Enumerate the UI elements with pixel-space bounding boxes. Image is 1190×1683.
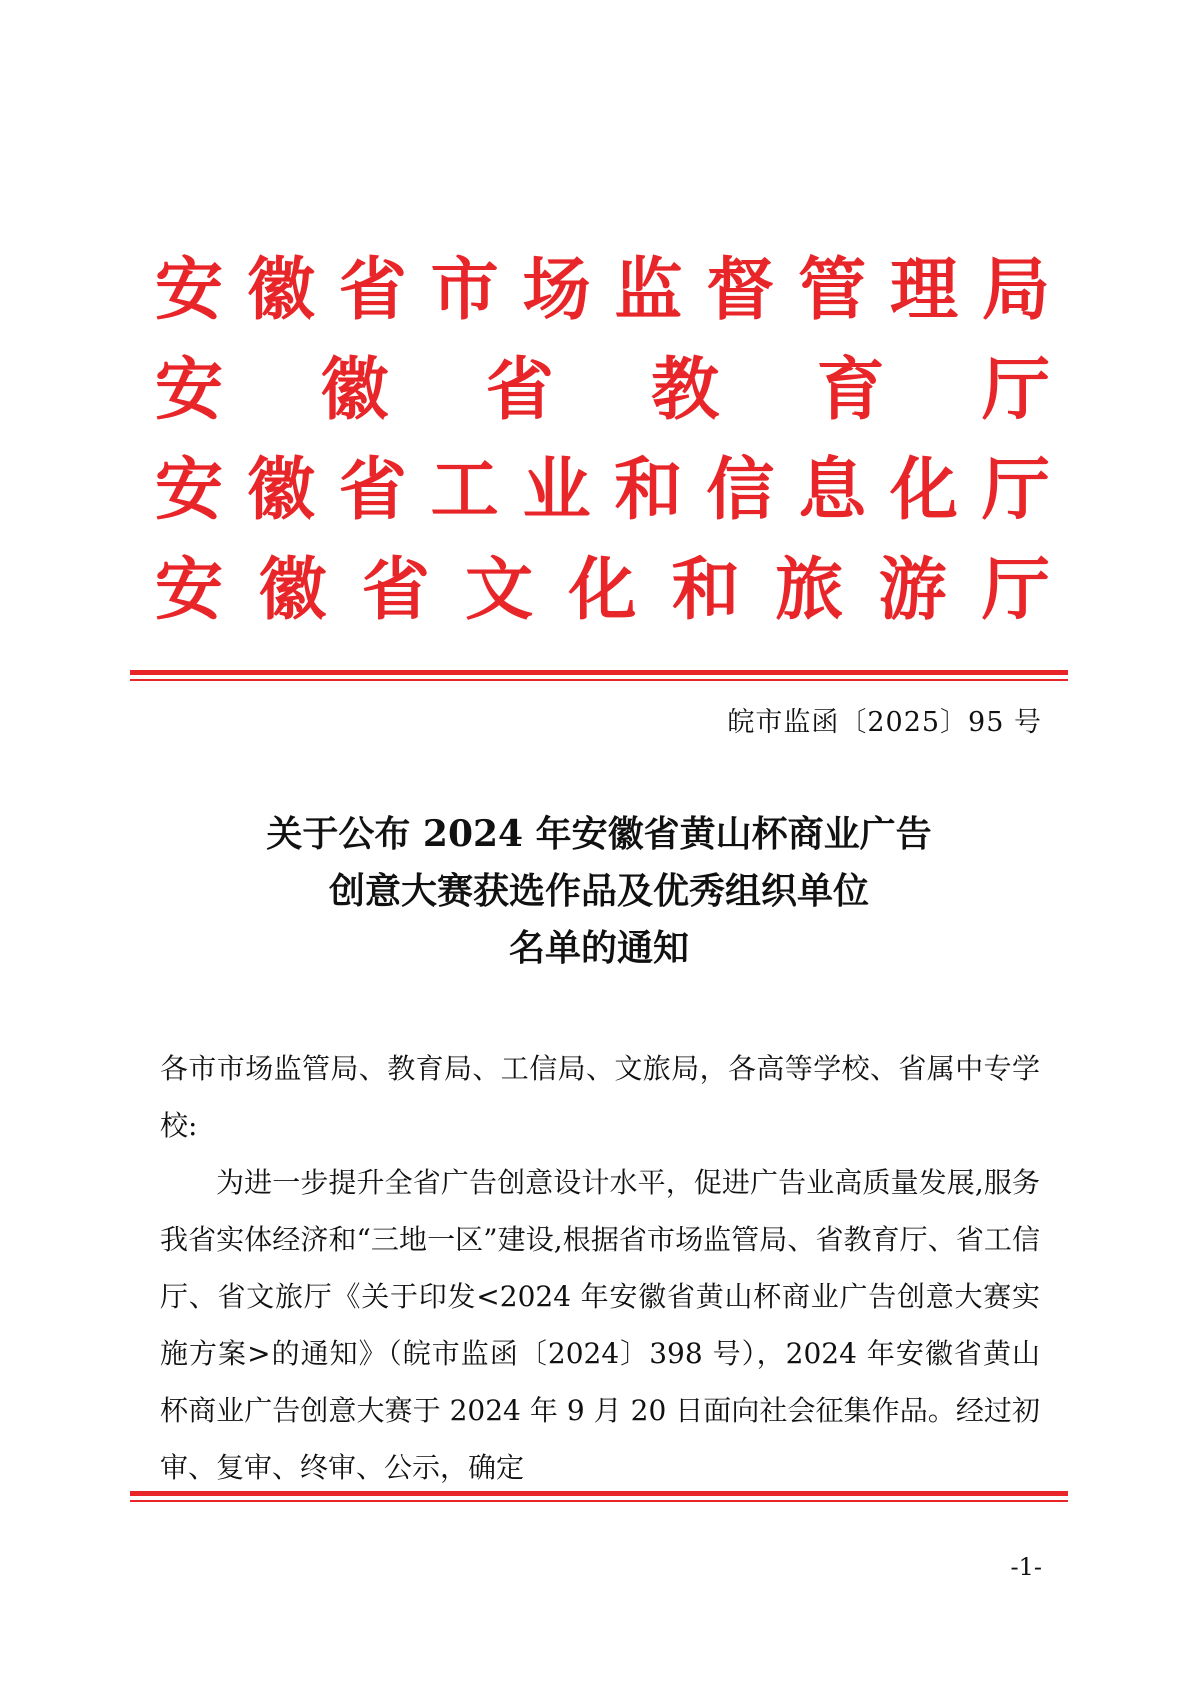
issuing-agencies-header (155, 240, 1050, 640)
agency-character: 徽 (320, 350, 389, 430)
agency-character: 省 (361, 550, 430, 630)
page-number: -1- (1010, 1553, 1042, 1581)
salutation: 各市市场监管局、教育局、工信局、文旅局，各高等学校、省属中专学校: (160, 1052, 1040, 1142)
agency-character: 省 (338, 450, 407, 530)
agency-character: 市 (430, 250, 499, 330)
agency-character: 育 (816, 350, 885, 430)
agency-line (155, 240, 1050, 340)
agency-character: 息 (798, 450, 867, 530)
agency-character: 和 (614, 450, 683, 530)
agency-character: 安 (155, 250, 224, 330)
agency-character: 局 (981, 250, 1050, 330)
document-number: 皖市监函〔2025〕95 号 (727, 707, 1042, 738)
title-line-2: 创意大赛获选作品及优秀组织单位 (328, 870, 869, 912)
agency-character: 游 (878, 550, 947, 630)
agency-character: 省 (485, 350, 554, 430)
document-title (130, 806, 1068, 977)
agency-character: 工 (430, 450, 499, 530)
agency-character: 监 (614, 250, 683, 330)
agency-character: 管 (798, 250, 867, 330)
footer-divider (130, 1491, 1068, 1502)
agency-character: 场 (522, 250, 591, 330)
agency-character: 化 (890, 450, 959, 530)
agency-line (155, 440, 1050, 540)
agency-character: 文 (465, 550, 534, 630)
agency-character: 徽 (258, 550, 327, 630)
agency-character: 化 (568, 550, 637, 630)
agency-character: 徽 (246, 450, 315, 530)
agency-character: 厅 (981, 450, 1050, 530)
agency-character: 信 (706, 450, 775, 530)
agency-character: 理 (890, 250, 959, 330)
title-line-1: 关于公布 2024 年安徽省黄山杯商业广告 (266, 813, 932, 855)
agency-character: 安 (155, 350, 224, 430)
title-line-3: 名单的通知 (508, 927, 689, 969)
agency-character: 旅 (775, 550, 844, 630)
agency-character: 业 (522, 450, 591, 530)
header-divider (130, 670, 1068, 681)
agency-character: 督 (706, 250, 775, 330)
agency-line (155, 540, 1050, 640)
agency-character: 厅 (981, 550, 1050, 630)
agency-character: 安 (155, 450, 224, 530)
agency-character: 徽 (246, 250, 315, 330)
agency-character: 省 (338, 250, 407, 330)
document-body (160, 1040, 1040, 1496)
body-paragraph: 为进一步提升全省广告创意设计水平，促进广告业高质量发展,服务我省实体经济和“三地一区”建设,根据省市场监管局、省教育厅、省工信厅、省文旅厅《关于印发<2024 年安徽省黄山杯商业广告创意大赛实施方案>的通知》（皖市监函〔2024〕398 号），2024 年安徽省黄山杯商业广告创意大赛于 2024 年 9 月 20 日面向社会征集作品。经过初审、复审、终审、公示，确定 (160, 1166, 1040, 1484)
agency-character: 厅 (981, 350, 1050, 430)
agency-character: 教 (651, 350, 720, 430)
agency-character: 和 (671, 550, 740, 630)
agency-character: 安 (155, 550, 224, 630)
agency-line (155, 340, 1050, 440)
